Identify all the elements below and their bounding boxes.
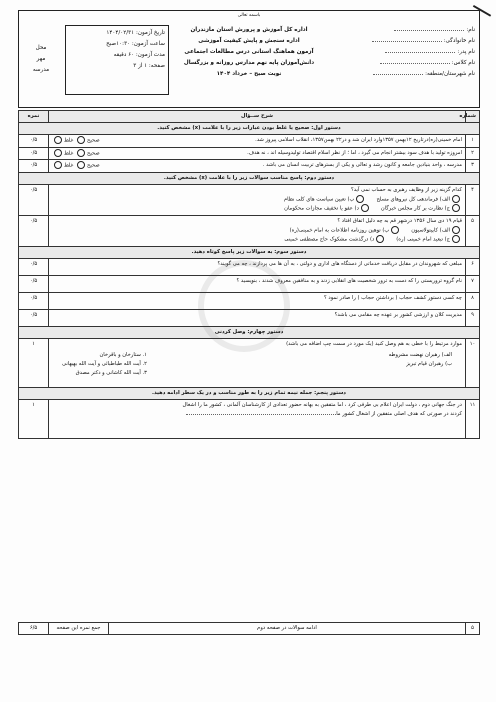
table-row: ۱۱ در جنگ جهانی دوم ، دولت ایران اعلام بی طرفی کرد ، اما متفقین به بهانه حضور تعدادی از کارشناسان آلمانی ، کشور ما را اشغال کردند در صورتی که هدف اصلی متفقین از اشغال کشور ما ۱ bbox=[19, 399, 480, 438]
table-row: ۱ امام خمینی(ره)درتاریخ ۱۲بهمن ۱۳۵۷وارد ایران شد و در۲۲ بهمن۱۳۵۷، انقلاب اسلامی پیروز شد. صحیح غلط ۰/۵ bbox=[19, 135, 480, 148]
table-row: ۱۰ موارد مرتبط را با خطی به هم وصل کنید (یک مورد در سمت چپ اضافه می باشد) الف) رهبران نهضت مشروطه ب) رهبران قیام تبریز ۱. ستارخان و باقرخان ۲. آیت الله طباطبائی و آیت الله بهبهانی ۳. آیت الله کاشانی و دکتر مصدق ۱ bbox=[19, 338, 480, 387]
page-footer bbox=[18, 622, 480, 635]
answer-line[interactable] bbox=[186, 414, 336, 415]
option-d[interactable] bbox=[376, 235, 384, 243]
section5-title: دستور پنجم: جمله نیمه تمام زیر را به طور مناسب و در یک سطر ادامه دهید. bbox=[19, 387, 480, 399]
match-option-2[interactable]: ۲. آیت الله طباطبائی و آیت الله بهبهانی bbox=[62, 360, 147, 367]
option-c[interactable] bbox=[452, 204, 460, 212]
exam-meta bbox=[65, 25, 169, 95]
col-score: نمره bbox=[19, 111, 49, 123]
org-line3: آزمون هماهنگ استانی درس مطالعات اجتماعی bbox=[184, 49, 314, 55]
true-checkbox[interactable] bbox=[77, 149, 85, 157]
false-checkbox[interactable] bbox=[54, 149, 62, 157]
option-a[interactable] bbox=[452, 226, 460, 234]
field-class[interactable]: نام کلاس: bbox=[335, 58, 475, 69]
bismillah: باسمه تعالی bbox=[237, 13, 261, 18]
false-checkbox[interactable] bbox=[54, 136, 62, 144]
exam-org bbox=[169, 25, 329, 80]
exam-page-number: صفحه: ۱ از ۳ bbox=[133, 63, 165, 69]
corner-mark bbox=[467, 5, 491, 27]
continue-note: ادامه سوالات در صفحه دوم bbox=[109, 623, 466, 635]
match-option-1[interactable]: ۱. ستارخان و باقرخان bbox=[99, 351, 147, 358]
org-line5: نوبت صبح – خرداد ۱۴۰۴ bbox=[216, 71, 282, 77]
table-row: ۶ مبلغی که شهروندان در مقابل دریافت خدماتی از دستگاه های اداری و دولتی ، به آن ها می پردازند ، چه می گویند؟ ۰/۵ bbox=[19, 258, 480, 275]
sum-value: ۶/۵ bbox=[19, 623, 49, 635]
match-right-column bbox=[389, 351, 452, 378]
table-head bbox=[19, 111, 480, 123]
option-d[interactable] bbox=[361, 204, 369, 212]
match-option-3[interactable]: ۳. آیت الله کاشانی و دکتر مصدق bbox=[75, 369, 147, 376]
col-num: شماره bbox=[466, 111, 480, 123]
exam-page bbox=[18, 10, 480, 638]
school-stamp-area: محل مهر مدرسه bbox=[32, 45, 50, 73]
page-code: ۵ bbox=[466, 623, 480, 635]
table-row: ۴ کدام گزینه زیر از وظایف رهبری به حساب نمی آید؟ الف) فرماندهی کل نیروهای مسلحب) تعیین سیاست های کلی نظام ج) نظارت بر کار مجلس خبرگاند) عفو یا تخفیف مجازات محکومان ۰/۵ bbox=[19, 184, 480, 215]
section3-title: دستور سوم: به سوالات زیر پاسخ کوتاه دهید. bbox=[19, 246, 480, 258]
col-desc: شرح ســؤال bbox=[49, 111, 466, 123]
table-row: ۵ قیام ۱۹ دی سال ۱۳۵۶ درشهر قم به چه دلیل اتفاق افتاد ؟ الف) کاپیتولاسیونب) توهین روزنامه اطلاعات به امام خمینی(ره) ج) تبعید امام خمینی (ره)د) درگذشت مشکوک حاج مصطفی خمینی ۰/۵ bbox=[19, 215, 480, 246]
match-item-b[interactable]: ب) رهبران قیام تبریز bbox=[406, 360, 452, 367]
option-b[interactable] bbox=[391, 226, 399, 234]
table-row: ۷ نام گروه تروریستی را که دست به ترور شخصیت های انقلابی زدند و به منافقین معروف شدند ، بنویسید ؟ ۰/۵ bbox=[19, 275, 480, 292]
exam-date: تاریخ آزمون: ۱۴۰۴/۰۲/۳۱ bbox=[106, 30, 165, 36]
table-row: ۸ چه کسی دستور کشف حجاب ( برداشتن حجاب ) را صادر نمود ؟ ۰/۵ bbox=[19, 292, 480, 309]
false-checkbox[interactable] bbox=[54, 161, 62, 169]
field-city[interactable]: نام شهرستان/منطقه: bbox=[335, 69, 475, 80]
match-item-a[interactable]: الف) رهبران نهضت مشروطه bbox=[388, 351, 452, 358]
watermark-seal bbox=[198, 260, 290, 352]
table-row: ۹ مدیریت کلان و ارزشی کشور بر عهده چه مقامی می باشد؟ ۰/۵ bbox=[19, 309, 480, 326]
section2-title: دستور دوم: پاسخ مناسب سوالات زیر را با علامت (x) مشخص کنید. bbox=[19, 172, 480, 184]
option-c[interactable] bbox=[452, 235, 460, 243]
field-family[interactable]: نام خانوادگی: bbox=[335, 36, 475, 47]
field-name[interactable]: نام: bbox=[335, 25, 475, 36]
exam-duration: مدت آزمون: ۶۰ دقیقه bbox=[113, 52, 165, 58]
org-line1: اداره کل آموزش و پرورش استان مازندران bbox=[190, 27, 308, 33]
org-line2: اداره سنجش و پایش کیفیت آموزشی bbox=[198, 38, 300, 44]
option-b[interactable] bbox=[356, 195, 364, 203]
exam-header bbox=[18, 10, 480, 108]
option-a[interactable] bbox=[452, 195, 460, 203]
match-left-column bbox=[62, 351, 147, 378]
org-line4: دانش‌آموزان پایه نهم مدارس روزانه و بزرگسال bbox=[183, 60, 315, 66]
table-row: ۳ مدرسه ، واحد بنیادین جامعه و کانون رشد و تعالی و یکی از بسترهای تربیت انسان می باشد . صحیح غلط ۰/۵ bbox=[19, 160, 480, 173]
true-checkbox[interactable] bbox=[77, 161, 85, 169]
section4-title: دستور چهارم: وصل کردنی bbox=[19, 326, 480, 338]
section1-title: دستور اول: صحیح یا غلط بودن عبارات زیر را با علامت (x) مشخص کنید. bbox=[19, 123, 480, 135]
table-row: ۲ امروزه تولید با هدف سود بیشتر انجام می گیرد ، اما ؛ از نظر اسلام اقتصاد تولیدوسیله اند ، نه هدف. صحیح غلط ۰/۵ bbox=[19, 147, 480, 160]
student-info bbox=[335, 25, 475, 80]
true-checkbox[interactable] bbox=[77, 136, 85, 144]
field-father[interactable]: نام پدر: bbox=[335, 47, 475, 58]
exam-time: ساعت آزمون: ۱۰:۳۰صبح bbox=[106, 41, 165, 47]
sum-label: جمع نمره این صفحه bbox=[49, 623, 109, 635]
